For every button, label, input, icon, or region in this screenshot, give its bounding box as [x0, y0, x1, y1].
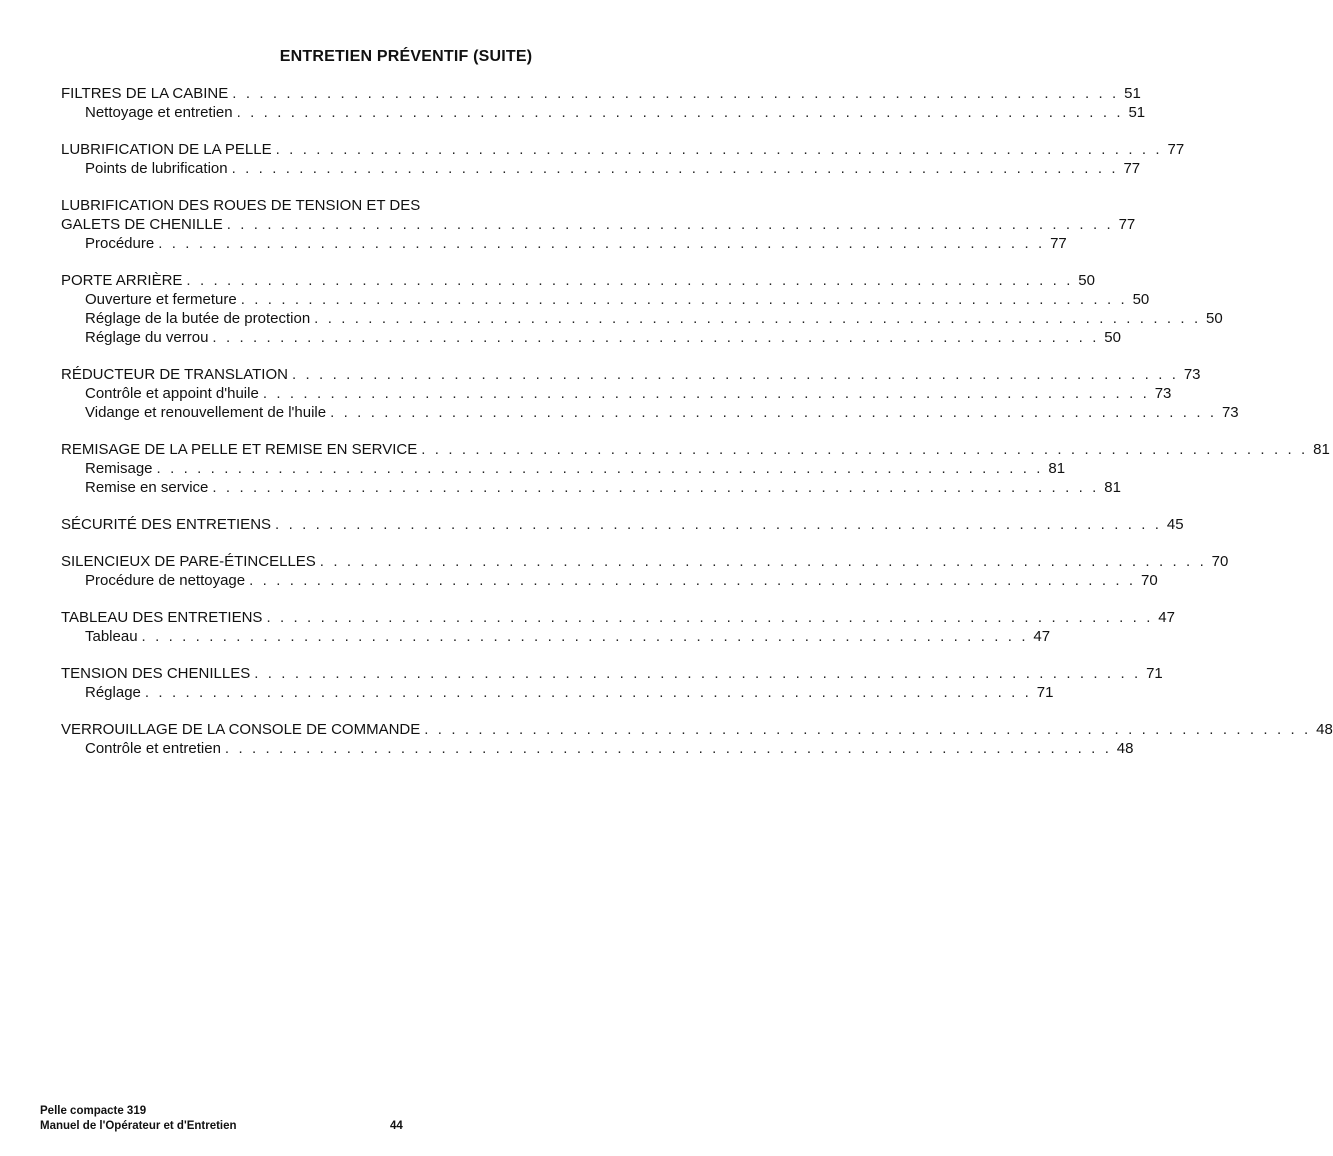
dot-leader: . . . . . . . . . . . . . . . . . . . . . . . . . . . . . . . . . . . . . . . . . . . . . . . . . . . . . . . . . . . . . . . . . . [266, 609, 1153, 626]
page-number: 44 [390, 1120, 403, 1132]
toc-entry [61, 552, 1229, 571]
toc-page-number: 50 [1104, 329, 1121, 346]
toc-entry-label: Remise en service [85, 479, 209, 496]
toc-entry-label: SILENCIEUX DE PARE-ÉTINCELLES [61, 553, 316, 570]
toc-subentry [61, 459, 1066, 478]
toc-entry-label: Réglage de la butée de protection [85, 310, 311, 327]
toc-entry-label: Vidange et renouvellement de l'huile [85, 404, 327, 421]
toc-page-number: 71 [1036, 684, 1054, 701]
toc-section [61, 552, 1229, 590]
toc-entry-label: TENSION DES CHENILLES [61, 665, 251, 682]
toc-entry-label: Réglage du verrou [85, 329, 209, 346]
toc-entry-label: Ouverture et fermeture [85, 291, 237, 308]
toc-subentry [61, 328, 1121, 347]
toc-entry-label: VERROUILLAGE DE LA CONSOLE DE COMMANDE [61, 721, 421, 738]
dot-leader: . . . . . . . . . . . . . . . . . . . . . . . . . . . . . . . . . . . . . . . . . . . . . . . . . . . . . . . . . . . . . . . . . . [314, 310, 1201, 327]
dot-leader: . . . . . . . . . . . . . . . . . . . . . . . . . . . . . . . . . . . . . . . . . . . . . . . . . . . . . . . . . . . . . . . . . . [158, 235, 1045, 252]
toc-entry [61, 140, 1185, 159]
dot-leader: . . . . . . . . . . . . . . . . . . . . . . . . . . . . . . . . . . . . . . . . . . . . . . . . . . . . . . . . . . . . . . . . . . [141, 628, 1029, 645]
toc-page-number: 50 [1078, 272, 1095, 289]
dot-leader: . . . . . . . . . . . . . . . . . . . . . . . . . . . . . . . . . . . . . . . . . . . . . . . . . . . . . . . . . . . . . . . . . . [249, 572, 1136, 589]
toc-entry-label: PORTE ARRIÈRE [61, 272, 183, 289]
dot-leader: . . . . . . . . . . . . . . . . . . . . . . . . . . . . . . . . . . . . . . . . . . . . . . . . . . . . . . . . . . . . . . . . . . [240, 291, 1128, 308]
toc-entry-label: RÉDUCTEUR DE TRANSLATION [61, 366, 288, 383]
toc-section [61, 365, 1239, 422]
toc-page-number: 77 [1167, 141, 1185, 158]
toc-page-number: 70 [1211, 553, 1229, 570]
toc-entry-label: Contrôle et appoint d'huile [85, 385, 259, 402]
toc-page-number: 50 [1206, 310, 1223, 327]
dot-leader: . . . . . . . . . . . . . . . . . . . . . . . . . . . . . . . . . . . . . . . . . . . . . . . . . . . . . . . . . . . . . . . . . . [236, 104, 1124, 121]
toc-entry [61, 515, 1184, 534]
toc-entry-label: FILTRES DE LA CABINE [61, 85, 229, 102]
toc-subentry [61, 571, 1158, 590]
toc-entry-label: Contrôle et entretien [85, 740, 221, 757]
toc-subentry [61, 739, 1134, 758]
toc-entry [61, 365, 1201, 384]
toc-page-number: 77 [1050, 235, 1067, 252]
dot-leader: . . . . . . . . . . . . . . . . . . . . . . . . . . . . . . . . . . . . . . . . . . . . . . . . . . . . . . . . . . . . . . . . . . [186, 272, 1073, 289]
toc-subentry [61, 234, 1067, 253]
toc-page-number: 50 [1132, 291, 1150, 308]
toc-page-number: 73 [1154, 385, 1172, 402]
toc-entry-label: Tableau [85, 628, 138, 645]
toc-entry-label: Réglage [85, 684, 141, 701]
toc-subentry [61, 627, 1051, 646]
dot-leader: . . . . . . . . . . . . . . . . . . . . . . . . . . . . . . . . . . . . . . . . . . . . . . . . . . . . . . . . . . . . . . . . . . [212, 479, 1099, 496]
dot-leader: . . . . . . . . . . . . . . . . . . . . . . . . . . . . . . . . . . . . . . . . . . . . . . . . . . . . . . . . . . . . . . . . . . [212, 329, 1099, 346]
toc-entry-label: Remisage [85, 460, 153, 477]
toc-section [61, 271, 1223, 347]
toc-subentry [61, 478, 1121, 497]
toc-page-number: 73 [1183, 366, 1201, 383]
toc-entry-label: LUBRIFICATION DE LA PELLE [61, 141, 272, 158]
toc-page-number: 51 [1124, 85, 1141, 102]
footer-product-name: Pelle compacte 319 [40, 1105, 147, 1117]
dot-leader: . . . . . . . . . . . . . . . . . . . . . . . . . . . . . . . . . . . . . . . . . . . . . . . . . . . . . . . . . . . . . . . . . . [254, 665, 1141, 682]
toc-entry-label: Procédure [85, 235, 155, 252]
toc-subentry [61, 683, 1054, 702]
footer-manual-name: Manuel de l'Opérateur et d'Entretien [40, 1120, 237, 1132]
toc-entry-label: Procédure de nettoyage [85, 572, 246, 589]
toc-entry-label: GALETS DE CHENILLE [61, 216, 223, 233]
toc-page-number: 48 [1316, 721, 1333, 738]
footer [40, 1104, 237, 1134]
dot-leader: . . . . . . . . . . . . . . . . . . . . . . . . . . . . . . . . . . . . . . . . . . . . . . . . . . . . . . . . . . . . . . . . . . [224, 740, 1112, 757]
dot-leader: . . . . . . . . . . . . . . . . . . . . . . . . . . . . . . . . . . . . . . . . . . . . . . . . . . . . . . . . . . . . . . . . . . [226, 216, 1114, 233]
toc-page-number: 77 [1118, 216, 1136, 233]
toc-entry [61, 664, 1163, 683]
toc-section [61, 440, 1330, 497]
toc-page-number: 81 [1104, 479, 1121, 496]
toc-page-number: 47 [1158, 609, 1175, 626]
toc-subentry [61, 159, 1141, 178]
toc-subentry [61, 384, 1172, 403]
dot-leader: . . . . . . . . . . . . . . . . . . . . . . . . . . . . . . . . . . . . . . . . . . . . . . . . . . . . . . . . . . . . . . . . . . [330, 404, 1217, 421]
toc-entry [61, 271, 1095, 290]
toc-subentry [61, 290, 1150, 309]
page-title: ENTRETIEN PRÉVENTIF (SUITE) [279, 48, 533, 65]
dot-leader: . . . . . . . . . . . . . . . . . . . . . . . . . . . . . . . . . . . . . . . . . . . . . . . . . . . . . . . . . . . . . . . . . . [156, 460, 1044, 477]
toc-section [61, 84, 1146, 122]
toc-entry [61, 608, 1175, 627]
toc-section [61, 196, 1136, 253]
toc-entry-label: TABLEAU DES ENTRETIENS [61, 609, 263, 626]
toc-entry-label: Points de lubrification [85, 160, 228, 177]
toc-page-number: 73 [1221, 404, 1239, 421]
toc-page-number: 70 [1140, 572, 1158, 589]
toc-entry-label: REMISAGE DE LA PELLE ET REMISE EN SERVICE [61, 441, 418, 458]
toc-section [61, 140, 1185, 178]
dot-leader: . . . . . . . . . . . . . . . . . . . . . . . . . . . . . . . . . . . . . . . . . . . . . . . . . . . . . . . . . . . . . . . . . . [144, 684, 1032, 701]
toc-page-number: 71 [1146, 665, 1163, 682]
toc-page-number: 51 [1128, 104, 1146, 121]
dot-leader: . . . . . . . . . . . . . . . . . . . . . . . . . . . . . . . . . . . . . . . . . . . . . . . . . . . . . . . . . . . . . . . . . . [262, 385, 1150, 402]
toc-section [61, 608, 1175, 646]
toc-page-number: 45 [1166, 516, 1184, 533]
dot-leader: . . . . . . . . . . . . . . . . . . . . . . . . . . . . . . . . . . . . . . . . . . . . . . . . . . . . . . . . . . . . . . . . . . [291, 366, 1179, 383]
dot-leader: . . . . . . . . . . . . . . . . . . . . . . . . . . . . . . . . . . . . . . . . . . . . . . . . . . . . . . . . . . . . . . . . . . [232, 85, 1119, 102]
toc-entry-label: Nettoyage et entretien [85, 104, 233, 121]
table-of-contents [61, 84, 1333, 776]
toc-section [61, 720, 1333, 758]
toc-section [61, 664, 1163, 702]
dot-leader: . . . . . . . . . . . . . . . . . . . . . . . . . . . . . . . . . . . . . . . . . . . . . . . . . . . . . . . . . . . . . . . . . . [231, 160, 1119, 177]
toc-section [61, 515, 1184, 534]
toc-page-number: 47 [1033, 628, 1051, 645]
toc-entry [61, 440, 1330, 459]
toc-entry-label: SÉCURITÉ DES ENTRETIENS [61, 516, 272, 533]
toc-subentry [61, 309, 1223, 328]
toc-subentry [61, 103, 1146, 122]
toc-page-number: 48 [1116, 740, 1134, 757]
toc-entry [61, 215, 1136, 234]
dot-leader: . . . . . . . . . . . . . . . . . . . . . . . . . . . . . . . . . . . . . . . . . . . . . . . . . . . . . . . . . . . . . . . . . . [275, 141, 1163, 158]
dot-leader: . . . . . . . . . . . . . . . . . . . . . . . . . . . . . . . . . . . . . . . . . . . . . . . . . . . . . . . . . . . . . . . . . . [319, 553, 1207, 570]
dot-leader: . . . . . . . . . . . . . . . . . . . . . . . . . . . . . . . . . . . . . . . . . . . . . . . . . . . . . . . . . . . . . . . . . . [424, 721, 1311, 738]
toc-subentry [61, 403, 1239, 422]
toc-entry [61, 720, 1333, 739]
toc-page-number: 77 [1123, 160, 1141, 177]
toc-page-number: 81 [1048, 460, 1066, 477]
toc-heading-line: LUBRIFICATION DES ROUES DE TENSION ET DES [61, 197, 421, 214]
dot-leader: . . . . . . . . . . . . . . . . . . . . . . . . . . . . . . . . . . . . . . . . . . . . . . . . . . . . . . . . . . . . . . . . . . [421, 441, 1308, 458]
dot-leader: . . . . . . . . . . . . . . . . . . . . . . . . . . . . . . . . . . . . . . . . . . . . . . . . . . . . . . . . . . . . . . . . . . [275, 516, 1162, 533]
toc-entry [61, 84, 1141, 103]
toc-page-number: 81 [1313, 441, 1330, 458]
